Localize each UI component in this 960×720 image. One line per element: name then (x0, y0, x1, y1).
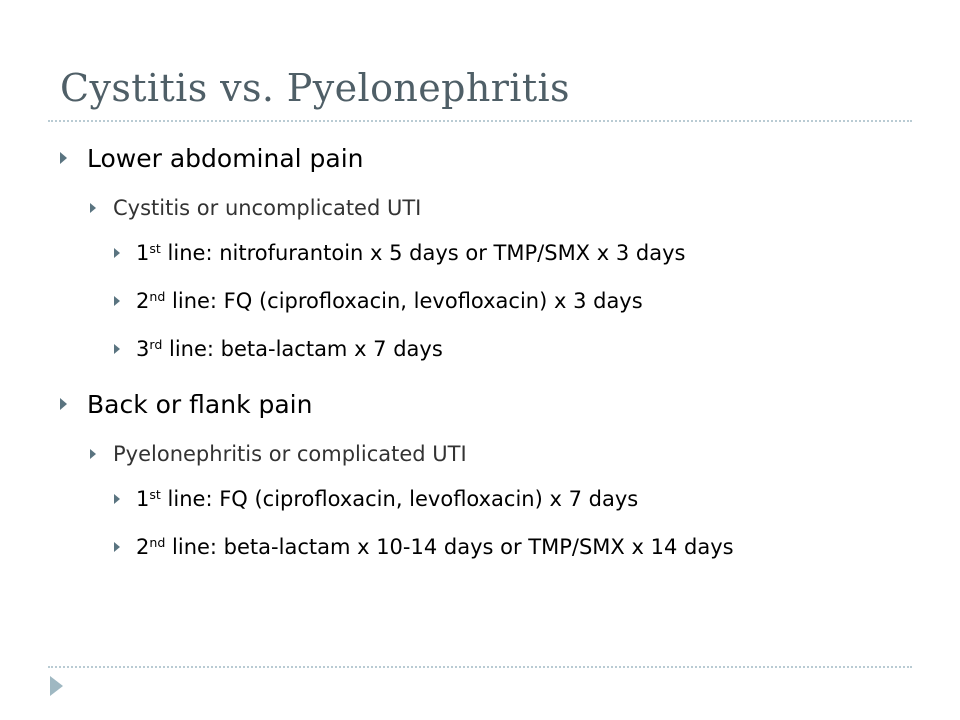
treatment-line-text: 1st line: nitrofurantoin x 5 days or TMP/SMX x 3 days (136, 241, 686, 265)
bullet-arrow-icon (114, 494, 120, 504)
treatment-line-text: 1st line: FQ (ciprofloxacin, levofloxacin) x 7 days (136, 487, 639, 511)
treatment-line-text: 3rd line: beta-lactam x 7 days (136, 337, 443, 361)
treatment-line (114, 482, 894, 516)
bullet-heading: Lower abdominal pain (87, 144, 364, 173)
treatment-line (114, 236, 894, 270)
treatment-line (114, 284, 894, 318)
treatment-line (114, 530, 894, 564)
bullet-pyelonephritis (90, 442, 467, 466)
treatment-line-text: 2nd line: beta-lactam x 10-14 days or TMP/SMX x 14 days (136, 535, 734, 559)
bullet-arrow-icon (114, 344, 120, 354)
footer-divider (48, 666, 912, 668)
bullet-arrow-icon (60, 152, 67, 164)
bullet-arrow-icon (114, 542, 120, 552)
bullet-arrow-icon (114, 248, 120, 258)
bullet-heading: Back or flank pain (87, 390, 313, 419)
corner-arrow-icon (50, 676, 63, 696)
bullet-arrow-icon (90, 449, 96, 459)
treatment-line (114, 332, 894, 366)
bullet-subheading: Cystitis or uncomplicated UTI (113, 196, 422, 220)
bullet-lower-abdominal-pain (60, 144, 364, 173)
slide-title: Cystitis vs. Pyelonephritis (60, 66, 570, 110)
treatment-line-text: 2nd line: FQ (ciprofloxacin, levofloxacin) x 3 days (136, 289, 643, 313)
title-divider (48, 120, 912, 122)
bullet-back-or-flank-pain (60, 390, 312, 419)
bullet-subheading: Pyelonephritis or complicated UTI (113, 442, 467, 466)
bullet-cystitis (90, 196, 421, 220)
bullet-arrow-icon (60, 398, 67, 410)
bullet-arrow-icon (90, 203, 96, 213)
bullet-arrow-icon (114, 296, 120, 306)
